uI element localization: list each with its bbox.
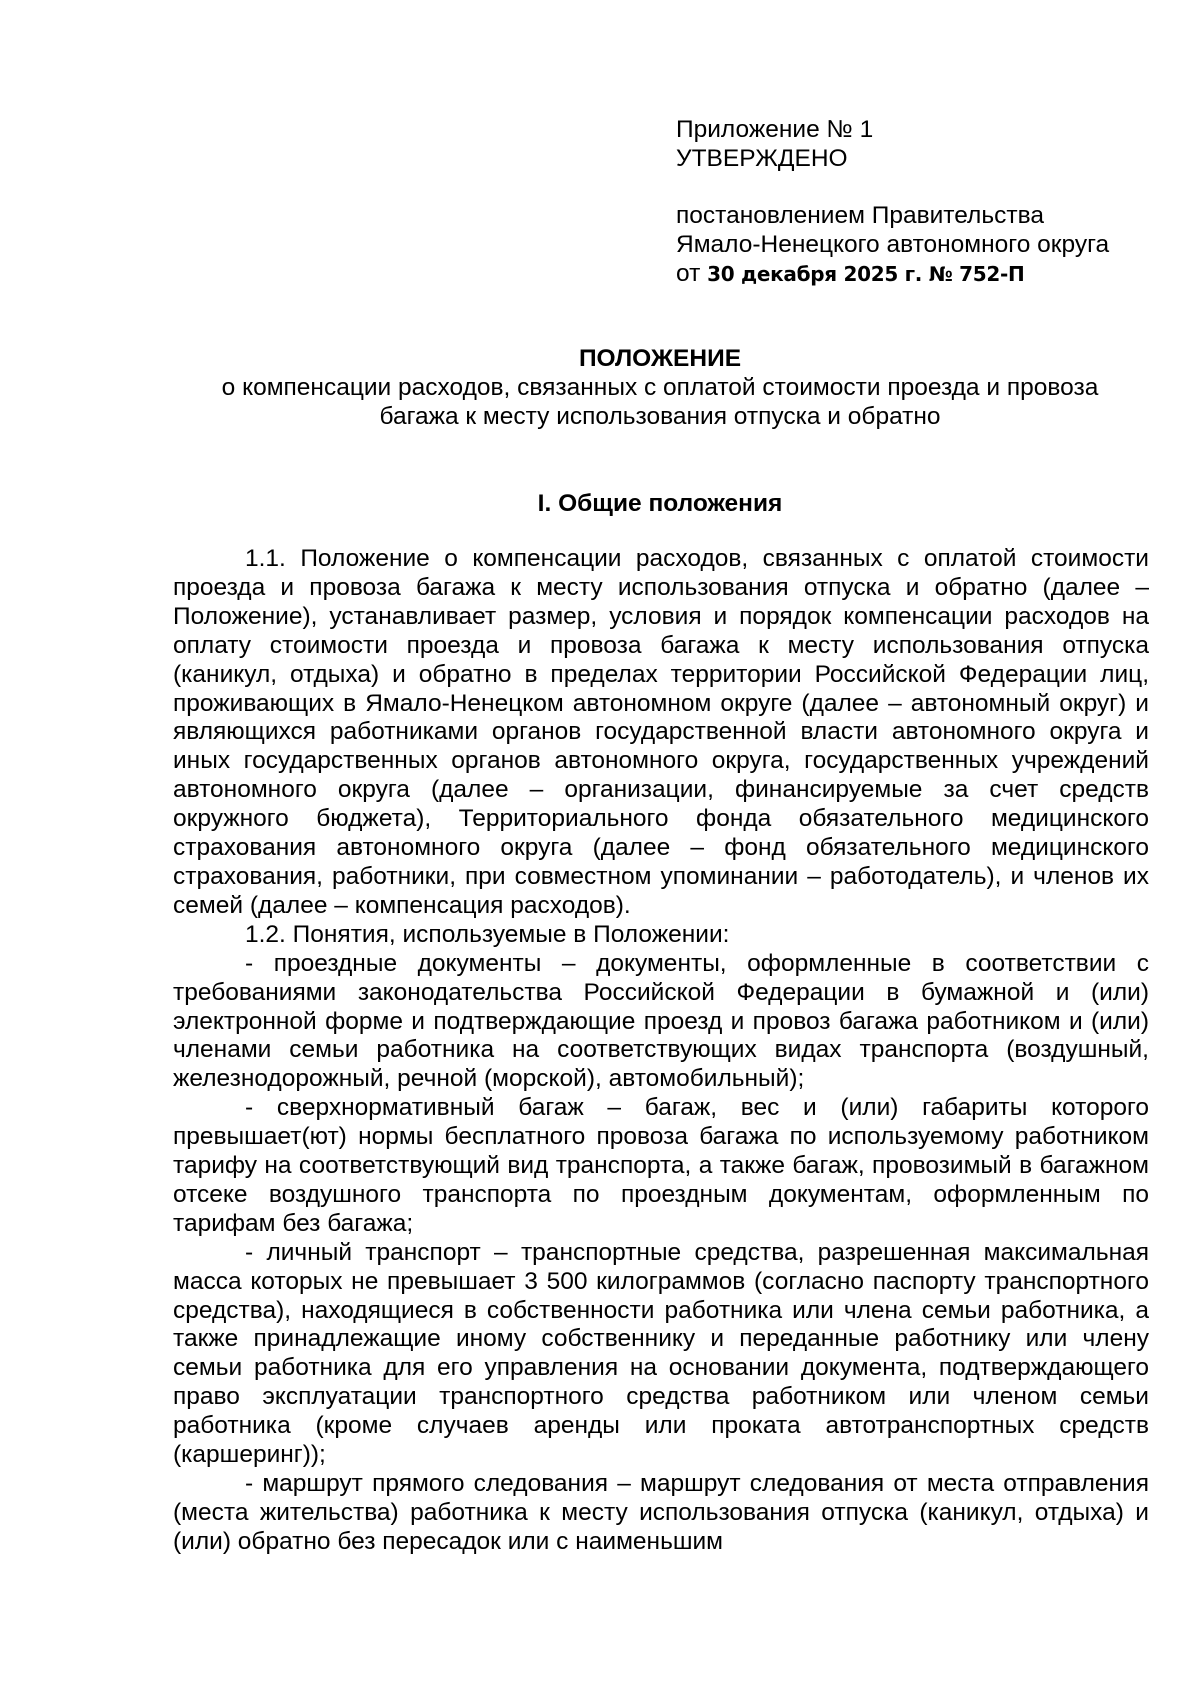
definition-personal-transport: - личный транспорт – транспортные средства, разрешенная максимальная масса которых не превышает 3 500 килограммов (согласно паспорту транспортного средства), находящиеся в собственности работника или члена семьи работника, а также принадлежащие иному собственнику и переданные работнику или члену семьи работника для его управления на основании документа, подтверждающего право эксплуатации транспортного средства работником или членом семьи работника (кроме случаев аренды или проката автотранспортных средств (каршеринг)); [173, 1238, 1149, 1469]
definition-direct-route: - маршрут прямого следования – маршрут следования от места отправления (места жительства) работника к месту использования отпуска (каникул, отдыха) и (или) обратно без пересадок или с наименьшим [173, 1470, 1149, 1555]
spacer [676, 173, 1176, 201]
document-subtitle-line-1: о компенсации расходов, связанных с оплатой стоимости проезда и провоза [221, 374, 1099, 401]
document-title: ПОЛОЖЕНИЕ [578, 345, 742, 372]
decree-line-1: постановлением Правительства [676, 202, 1044, 229]
document-title-block [170, 344, 1150, 431]
approval-block [676, 115, 1176, 289]
appendix-label: Приложение № 1 [676, 116, 874, 143]
date-prefix: от [676, 260, 701, 287]
definition-travel-documents: - проездные документы – документы, оформленные в соответствии с требованиями законодательства Российской Федерации в бумажной и (или) электронной форме и подтверждающие проезд и провоз багажа работником и (или) членами семьи работника на соответствующих видах транспорта (воздушный, железнодорожный, речной (морской), автомобильный); [173, 949, 1149, 1093]
paragraph-1-1: 1.1. Положение о компенсации расходов, связанных с оплатой стоимости проезда и провоза багажа к месту использования отпуска и обратно (далее – Положение), устанавливает размер, условия и порядок компенсации расходов на оплату стоимости проезда и провоза багажа к месту использования отпуска (каникул, отдыха) и обратно в пределах территории Российской Федерации лиц, проживающих в Ямало-Ненецком автономном округе (далее – автономный округ) и являющихся работниками органов государственной власти автономного округа и иных государственных органов автономного округа, государственных учреждений автономного округа (далее – организации, финансируемые за счет средств окружного бюджета), Территориального фонда обязательного медицинского страхования автономного округа (далее – фонд обязательного медицинского страхования, работники, при совместном упоминании – работодатель), и членов их семей (далее – компенсация расходов). [173, 545, 1149, 919]
decree-date-number: 30 декабря 2025 г. № 752-П [707, 262, 1025, 286]
document-subtitle-line-2: багажа к месту использования отпуска и обратно [379, 403, 941, 430]
decree-date-line [676, 259, 1176, 289]
definition-excess-baggage: - сверхнормативный багаж – багаж, вес и (или) габариты которого превышает(ют) нормы бесплатного провоза багажа по используемому работником тарифу на соответствующий вид транспорта, а также багаж, провозимый в багажном отсеке воздушного транспорта по проездным документам, оформленным по тарифам без багажа; [173, 1094, 1149, 1237]
section-heading: I. Общие положения [537, 490, 783, 517]
paragraph-1-2: 1.2. Понятия, используемые в Положении: [245, 920, 730, 948]
approved-label: УТВЕРЖДЕНО [676, 145, 848, 172]
document-body [173, 545, 1149, 1557]
decree-line-2: Ямало-Ненецкого автономного округа [676, 231, 1110, 258]
